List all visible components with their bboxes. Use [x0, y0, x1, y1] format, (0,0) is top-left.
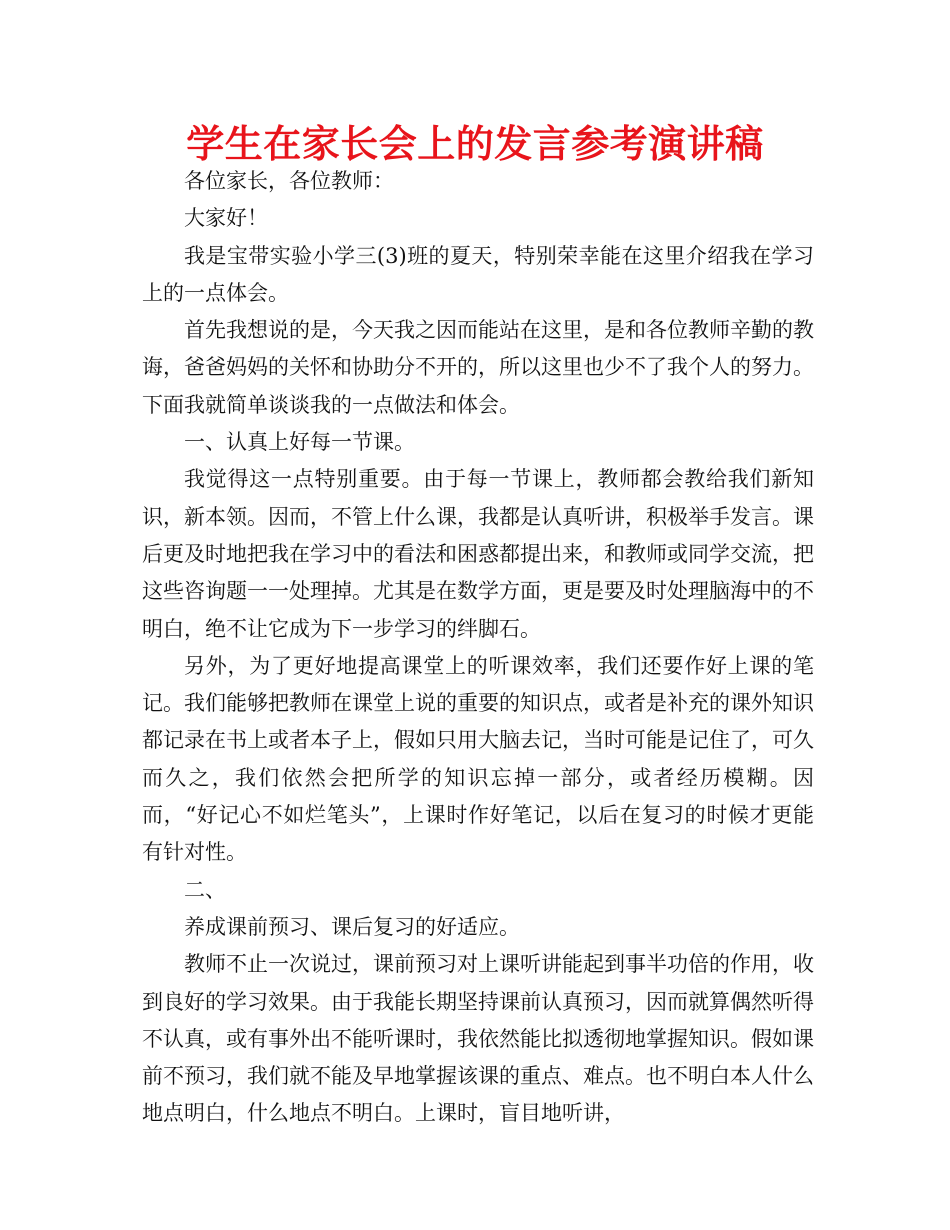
- paragraph-notes: 另外，为了更好地提高课堂上的听课效率，我们还要作好上课的笔记。我们能够把教师在课堂上说的重要的知识点，或者是补充的课外知识都记录在书上或者本子上，假如只用大脑去记，当时可能是记住了，可久而久之，我们依然会把所学的知识忘掉一部分，或者经历模糊。因而，“好记心不如烂笔头”，上课时作好笔记，以后在复习的时候才更能有针对性。: [142, 653, 814, 865]
- section-heading-2: 二、: [184, 877, 226, 902]
- paragraph-intro: 我是宝带实验小学三(3)班的夏天，特别荣幸能在这里介绍我在学习上的一点体会。: [142, 243, 814, 305]
- paragraph-hello: 大家好！: [184, 206, 268, 231]
- document-body: [142, 163, 814, 1133]
- section-heading-1: 一、认真上好每一节课。: [184, 430, 415, 455]
- paragraph-class-listening: 我觉得这一点特别重要。由于每一节课上，教师都会教给我们新知识，新本领。因而，不管上什么课，我都是认真听讲，积极举手发言。课后更及时地把我在学习中的看法和困惑都提出来，和教师或同学交流，把这些咨询题一一处理掉。尤其是在数学方面，更是要及时处理脑海中的不明白，绝不让它成为下一步学习的绊脚石。: [142, 467, 814, 641]
- paragraph-greeting: 各位家长，各位教师：: [184, 169, 394, 193]
- paragraph-preview: 教师不止一次说过，课前预习对上课听讲能起到事半功倍的作用，收到良好的学习效果。由于我能长期坚持课前认真预习，因而就算偶然听得不认真，或有事外出不能听课时，我依然能比拟透彻地掌握知识。假如课前不预习，我们就不能及早地掌握该课的重点、难点。也不明白本人什么地点明白，什么地点不明白。上课时，盲目地听讲，: [142, 952, 814, 1126]
- paragraph-habit: 养成课前预习、课后复习的好适应。: [184, 914, 520, 939]
- paragraph-thanks: 首先我想说的是，今天我之因而能站在这里，是和各位教师辛勤的教诲，爸爸妈妈的关怀和协助分不开的，所以这里也少不了我个人的努力。下面我就简单谈谈我的一点做法和体会。: [142, 318, 814, 417]
- document-title: 学生在家长会上的发言参考演讲稿: [186, 122, 764, 166]
